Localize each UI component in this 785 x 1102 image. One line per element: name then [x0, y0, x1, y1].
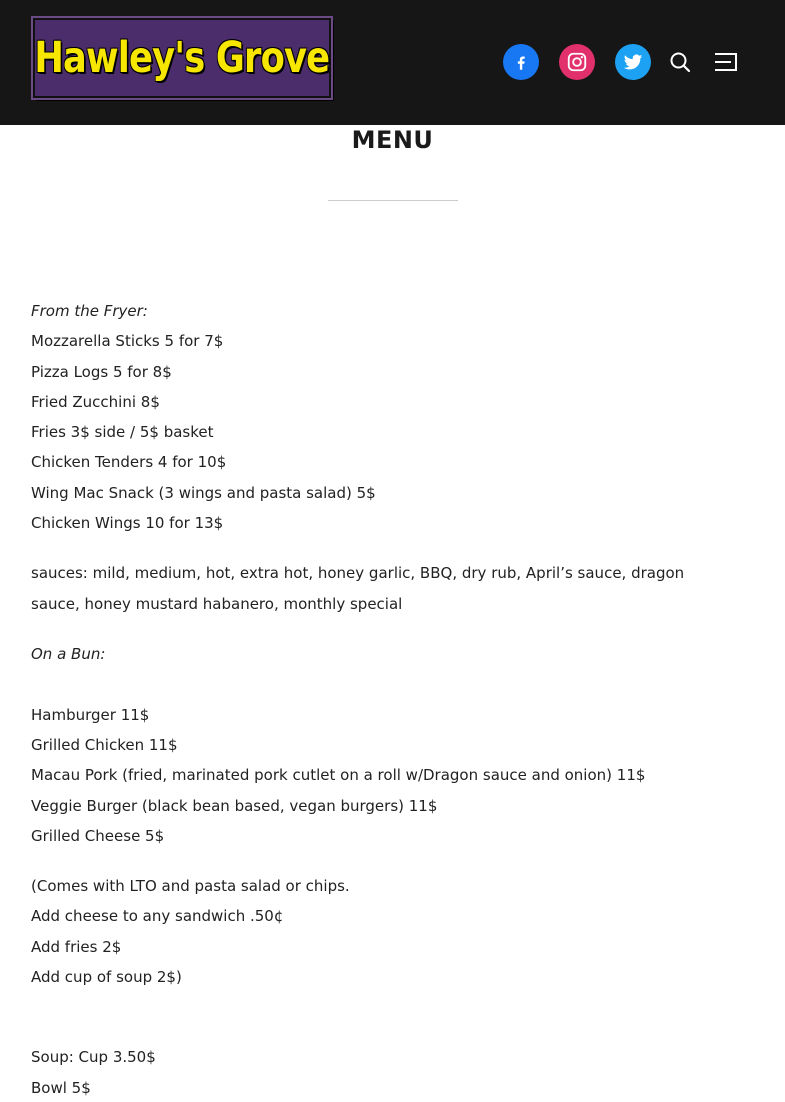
search-icon: [669, 51, 691, 73]
search-button[interactable]: [669, 51, 691, 73]
facebook-link[interactable]: [503, 44, 539, 80]
menu-item: Fried Zucchini 8$: [31, 392, 160, 411]
menu-item: Chicken Wings 10 for 13$: [31, 514, 224, 533]
menu-item: Macau Pork (fried, marinated pork cutlet on a roll w/Dragon sauce and onion) 11$: [31, 766, 646, 785]
spacer: [31, 851, 731, 871]
spacer: [31, 992, 731, 1042]
menu-item: Wing Mac Snack (3 wings and pasta salad) 5$: [31, 483, 376, 502]
extras-item: Add cheese to any sandwich .50¢: [31, 907, 284, 926]
fryer-heading: From the Fryer:: [31, 302, 148, 320]
sidebar-toggle-button[interactable]: [714, 50, 740, 74]
facebook-icon: [510, 51, 532, 73]
sauces-list: sauces: mild, medium, hot, extra hot, honey garlic, BBQ, dry rub, April’s sauce, dragon sauce, honey mustard habanero, monthly special: [31, 564, 685, 613]
title-divider: [328, 200, 458, 201]
menu-item: Hamburger 11$: [31, 705, 150, 724]
menu-item: Grilled Cheese 5$: [31, 826, 165, 845]
instagram-icon: [566, 51, 588, 73]
menu-item: Grilled Chicken 11$: [31, 735, 178, 754]
menu-item: Mozzarella Sticks 5 for 7$: [31, 332, 224, 351]
sidebar-toggle-icon: [714, 50, 740, 74]
extras-item: Add cup of soup 2$): [31, 968, 182, 987]
twitter-icon: [622, 51, 644, 73]
menu-item: Pizza Logs 5 for 8$: [31, 362, 172, 381]
extras-item: (Comes with LTO and pasta salad or chips.: [31, 877, 350, 896]
page-title: MENU: [351, 126, 434, 154]
twitter-link[interactable]: [615, 44, 651, 80]
spacer: [31, 670, 731, 700]
menu-item: Veggie Burger (black bean based, vegan burgers) 11$: [31, 796, 438, 815]
site-header: [0, 0, 785, 125]
soup-item: Bowl 5$: [31, 1078, 91, 1097]
instagram-link[interactable]: [559, 44, 595, 80]
bun-heading: On a Bun:: [31, 645, 106, 664]
menu-content: [31, 296, 731, 1102]
spacer: [31, 538, 731, 558]
spacer: [31, 619, 731, 639]
menu-item: Fries 3$ side / 5$ basket: [31, 423, 214, 442]
logo-text: Hawley's Grove: [34, 33, 330, 83]
menu-item: Chicken Tenders 4 for 10$: [31, 453, 227, 472]
site-logo[interactable]: [33, 18, 331, 98]
soup-item: Soup: Cup 3.50$: [31, 1048, 156, 1067]
extras-item: Add fries 2$: [31, 937, 122, 956]
